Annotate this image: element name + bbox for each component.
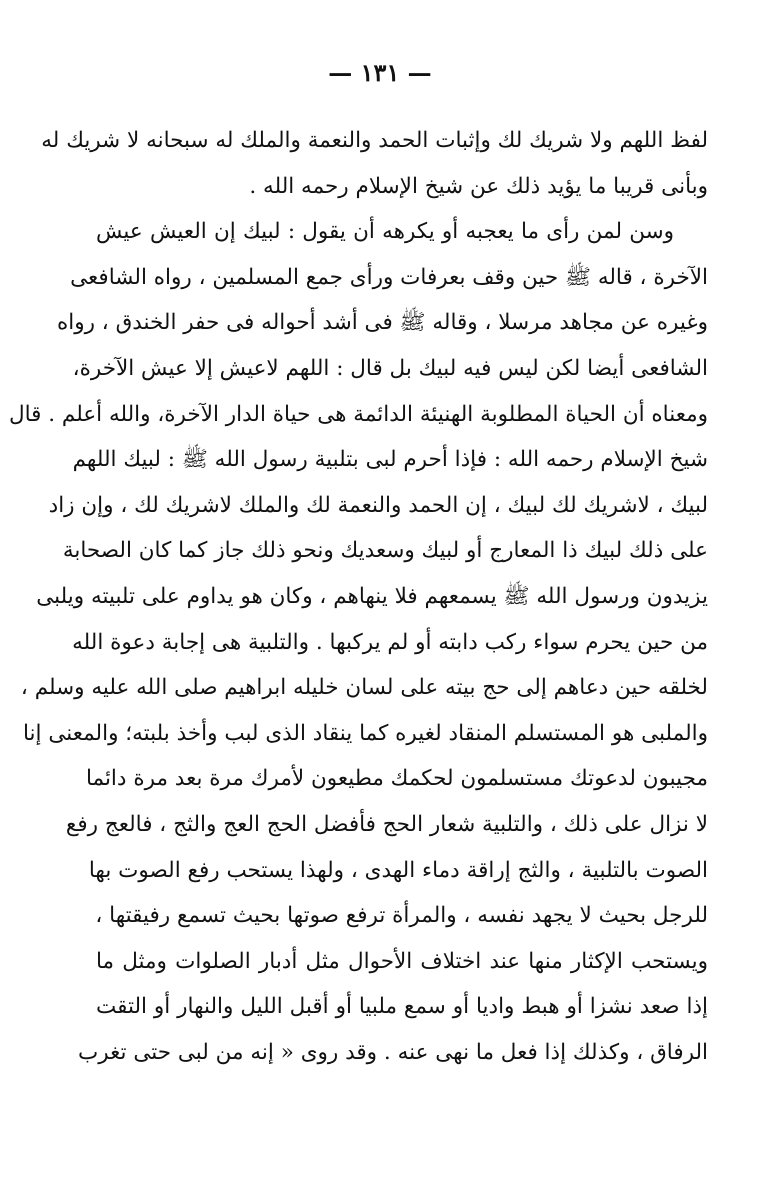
text-line: على ذلك لبيك ذا المعارج أو لبيك وسعديك ونحو ذلك جاز كما كان الصحابة xyxy=(62,538,708,564)
page-number: — ١٣١ — xyxy=(328,58,432,87)
text-line: وغيره عن مجاهد مرسلا ، وقاله ﷺ فى أشد أحواله فى حفر الخندق ، رواه xyxy=(56,310,708,336)
text-line: ومعناه أن الحياة المطلوبة الهنيئة الدائمة هى حياة الدار الآخرة، والله أعلم . قال xyxy=(8,401,708,427)
text-line: الشافعى أيضا لكن ليس فيه لبيك بل قال : اللهم لاعيش إلا عيش الآخرة، xyxy=(72,355,708,381)
text-line: لبيك ، لاشريك لك لبيك ، إن الحمد والنعمة لك والملك لاشريك لك ، وإن زاد xyxy=(48,492,708,518)
text-line: والملبى هو المستسلم المنقاد لغيره كما ينقاد الذى لبب وأخذ بلبته؛ والمعنى إنا xyxy=(23,720,708,746)
text-line: الآخرة ، قاله ﷺ حين وقف بعرفات ورأى جمع المسلمين ، رواه الشافعى xyxy=(70,264,708,290)
text-line: لخلقه حين دعاهم إلى حج بيته على لسان خليله ابراهيم صلى الله عليه وسلم ، xyxy=(20,675,708,701)
text-line: وبأنى قريبا ما يؤيد ذلك عن شيخ الإسلام رحمه الله . xyxy=(249,173,708,199)
body-text xyxy=(8,118,708,1075)
text-line: لا نزال على ذلك ، والتلبية شعار الحج فأفضل الحج العج والثج ، فالعج رفع xyxy=(65,811,708,837)
text-line: من حين يحرم سواء ركب دابته أو لم يركبها . والتلبية هى إجابة دعوة الله xyxy=(72,629,708,655)
text-line: مجيبون لدعوتك مستسلمون لحكمك مطيعون لأمرك مرة بعد مرة دائما xyxy=(85,766,708,792)
text-line: الرفاق ، وكذلك إذا فعل ما نهى عنه . وقد روى « إنه من لبى حتى تغرب xyxy=(78,1039,708,1065)
text-line: وسن لمن رأى ما يعجبه أو يكرهه أن يقول : لبيك إن العيش عيش xyxy=(96,219,674,245)
text-line: إذا صعد نشزا أو هبط واديا أو سمع ملبيا أو أقبل الليل والنهار أو التقت xyxy=(96,994,708,1020)
text-line: ويستحب الإكثار منها عند اختلاف الأحوال مثل أدبار الصلوات ومثل ما xyxy=(96,948,708,974)
text-line: للرجل بحيث لا يجهد نفسه ، والمرأة ترفع صوتها بحيث تسمع رفيقتها ، xyxy=(95,903,708,929)
text-line: يزيدون ورسول الله ﷺ يسمعهم فلا ينهاهم ، وكان هو يداوم على تلبيته ويلبى xyxy=(36,583,708,609)
text-line: شيخ الإسلام رحمه الله : فإذا أحرم لبى بتلبية رسول الله ﷺ : لبيك اللهم xyxy=(72,447,708,473)
text-line: لفظ اللهم ولا شريك لك وإثبات الحمد والنعمة والملك له سبحانه لا شريك له xyxy=(41,128,708,153)
text-line: الصوت بالتلبية ، والثج إراقة دماء الهدى ، ولهذا يستحب رفع الصوت بها xyxy=(88,857,708,883)
